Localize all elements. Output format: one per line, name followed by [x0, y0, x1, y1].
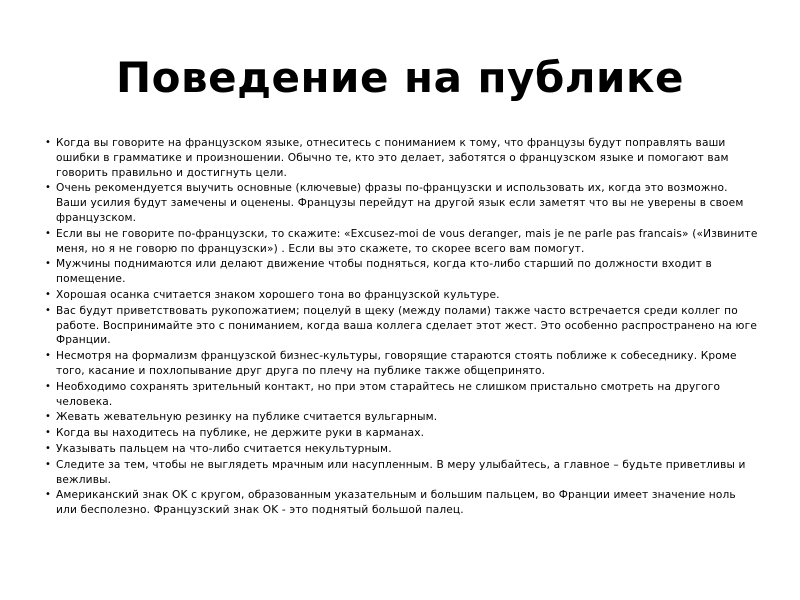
bullet-item: [45, 288, 760, 303]
bullet-item: [45, 349, 760, 379]
bullet-dot: •: [45, 227, 52, 239]
bullet-text: Когда вы находитесь на публике, не держите руки в карманах.: [56, 427, 425, 440]
bullet-dot: •: [45, 427, 52, 439]
bullet-dot: •: [45, 182, 52, 194]
bullet-item: [45, 488, 760, 518]
bullet-text: Американский знак OK с кругом, образованным указательным и большим пальцем, во Франции имеет значение ноль или бесполезно. Французский знак OK - это поднятый большой палец.: [56, 489, 736, 517]
bullet-text: Несмотря на формализм французской бизнес-культуры, говорящие стараются стоять поближе к собеседнику. Кроме того, касание и похлопывание друг друга по плечу на публике также общепринято.: [56, 350, 737, 377]
bullet-text: Вас будут приветствовать рукопожатием; поцелуй в щеку (между полами) также часто встречается среди коллег по работе. Воспринимайте это с пониманием, когда ваша коллега сделает этот жест. Это особенно распространено на юге Франции.: [56, 304, 757, 347]
bullet-list: [45, 136, 760, 519]
bullet-text: Если вы не говорите по-французски, то скажите: «Excusez-moi de vous deranger, mais je ne parle pas francais» («Извините меня, но я не говорю по французски») . Если вы это скажете, то скорее всего вам помогут.: [56, 227, 758, 255]
bullet-dot: •: [45, 380, 52, 392]
bullet-dot: •: [45, 258, 52, 270]
slide-title: Поведение на публике: [116, 53, 684, 102]
bullet-item: [45, 304, 760, 348]
bullet-text: Следите за тем, чтобы не выглядеть мрачным или насупленным. В меру улыбайтесь, а главное – будьте приветливы и вежливы.: [56, 458, 746, 486]
bullet-dot: •: [45, 411, 52, 423]
bullet-dot: •: [45, 489, 52, 501]
bullet-dot: •: [45, 288, 52, 300]
bullet-item: [45, 181, 760, 225]
bullet-dot: •: [45, 458, 52, 470]
bullet-text: Хорошая осанка считается знаком хорошего тона во французской культуре.: [56, 288, 500, 301]
bullet-text: Необходимо сохранять зрительный контакт, но при этом старайтесь не слишком пристально смотреть на другого человека.: [56, 380, 721, 408]
bullet-text: Жевать жевательную резинку на публике считается вульгарным.: [56, 411, 438, 424]
bullet-item: [45, 442, 760, 457]
bullet-dot: •: [45, 350, 52, 362]
bullet-item: [45, 458, 760, 488]
bullet-item: [45, 426, 760, 441]
bullet-item: [45, 136, 760, 180]
bullet-item: [45, 257, 760, 287]
bullet-item: [45, 410, 760, 425]
bullet-dot: •: [45, 304, 52, 316]
bullet-text: Очень рекомендуется выучить основные (ключевые) фразы по-французски и использовать их, когда это возможно. Ваши усилия будут замечены и оценены. Французы перейдут на другой язык если заметят что вы не уверены в своем французском.: [56, 182, 744, 224]
bullet-dot: •: [45, 442, 52, 454]
bullet-text: Когда вы говорите на французском языке, отнеситесь с пониманием к тому, что французы будут поправлять ваши ошибки в грамматике и произношении. Обычно те, кто это делает, заботятся о французском языке и помогают вам говорить правильно и достигнуть цели.: [56, 137, 729, 179]
bullet-item: [45, 380, 760, 410]
bullet-item: [45, 227, 760, 257]
bullet-dot: •: [45, 137, 52, 148]
bullet-text: Мужчины поднимаются или делают движение чтобы подняться, когда кто-либо старший по должности входит в помещение.: [56, 258, 712, 286]
bullet-text: Указывать пальцем на что-либо считается некультурным.: [56, 442, 392, 455]
